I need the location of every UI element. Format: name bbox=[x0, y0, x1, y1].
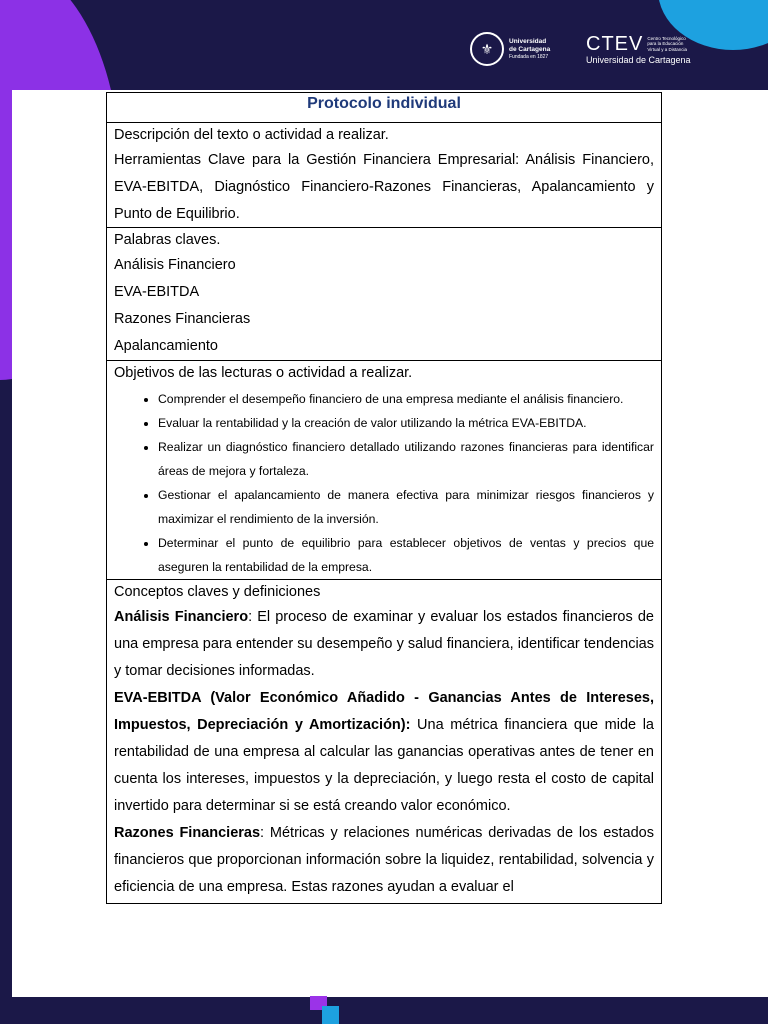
keyword-item: Razones Financieras bbox=[114, 310, 251, 327]
keyword-item: Análisis Financiero bbox=[114, 257, 236, 274]
objectives-cell bbox=[107, 360, 662, 579]
ctev-subtitle: Universidad de Cartagena bbox=[586, 55, 691, 65]
concept-term: Análisis Financiero bbox=[114, 608, 249, 625]
blue-square-decoration bbox=[322, 1006, 339, 1024]
keywords-cell bbox=[107, 228, 662, 360]
objective-item: • Realizar un diagnóstico financiero detallado utilizando razones financieras para identificar áreas de mejora y fortaleza. bbox=[158, 435, 654, 483]
objective-item: • Comprender el desempeño financiero de una empresa mediante el análisis financiero. bbox=[158, 387, 654, 411]
description-text: Herramientas Clave para la Gestión Financiera Empresarial: Análisis Financiero, EVA-EBITDA, Diagnóstico Financiero-Razones Financieras, Apalancamiento y Punto de Equilibrio. bbox=[114, 152, 654, 222]
header-logos bbox=[0, 28, 768, 78]
objective-item: • Evaluar la rentabilidad y la creación de valor utilizando la métrica EVA-EBITDA. bbox=[158, 411, 654, 435]
description-label: Descripción del texto o actividad a realizar. bbox=[114, 127, 389, 143]
objectives-label: Objetivos de las lecturas o actividad a realizar. bbox=[114, 364, 413, 381]
concepts-label: Conceptos claves y definiciones bbox=[114, 583, 321, 600]
university-logo bbox=[470, 32, 550, 66]
concept-term: Razones Financieras bbox=[114, 824, 261, 841]
university-seal-icon: ⚜ bbox=[470, 32, 504, 66]
document-page bbox=[12, 90, 768, 997]
keyword-item: Apalancamiento bbox=[114, 337, 218, 354]
concept-definition bbox=[114, 685, 654, 820]
concept-term: EVA-EBITDA (Valor Económico Añadido - Ganancias Antes de Intereses, Impuestos, Depreciación y Amortización): bbox=[114, 689, 654, 733]
concept-text: Una métrica financiera que mide la rentabilidad de una empresa al calcular las ganancias operativas antes de tener en cuenta los intereses, impuestos y la depreciación, y luego resta el costo de capital invertido para determinar si se está creando valor económico. bbox=[114, 716, 654, 814]
ctev-logo bbox=[586, 34, 691, 65]
university-founded: Fundada en 1827 bbox=[509, 53, 549, 60]
concept-text: : El proceso de examinar y evaluar los estados financieros de una empresa para entender su desempeño y salud financiera, identificar tendencias y tomar decisiones informadas. bbox=[114, 608, 654, 679]
protocol-table bbox=[106, 92, 662, 904]
ctev-tagline: Centro Tecnológico para la Educación Virtual y a Distancia bbox=[647, 36, 688, 52]
table-title: Protocolo individual bbox=[107, 93, 662, 123]
objective-item: • Determinar el punto de equilibrio para establecer objetivos de ventas y precios que aseguren la rentabilidad de la empresa. bbox=[158, 531, 654, 579]
university-name-line2: de Cartagena bbox=[509, 46, 551, 53]
keyword-item: EVA-EBITDA bbox=[114, 284, 200, 301]
objectives-list bbox=[114, 387, 654, 579]
concept-text: : Métricas y relaciones numéricas derivadas de los estados financieros que proporcionan información sobre la liquidez, rentabilidad, solvencia y eficiencia de una empresa. Estas razones ayudan a evaluar el bbox=[114, 824, 654, 895]
description-cell bbox=[107, 123, 662, 228]
concepts-cell bbox=[107, 579, 662, 903]
concept-definition bbox=[114, 820, 654, 901]
objective-item: • Gestionar el apalancamiento de manera efectiva para minimizar riesgos financieros y maximizar el rendimiento de la inversión. bbox=[158, 483, 654, 531]
concept-definition bbox=[114, 604, 654, 685]
university-name-line1: Universidad bbox=[509, 38, 547, 46]
keywords-label: Palabras claves. bbox=[114, 232, 221, 249]
ctev-wordmark: CTEV bbox=[586, 33, 644, 55]
